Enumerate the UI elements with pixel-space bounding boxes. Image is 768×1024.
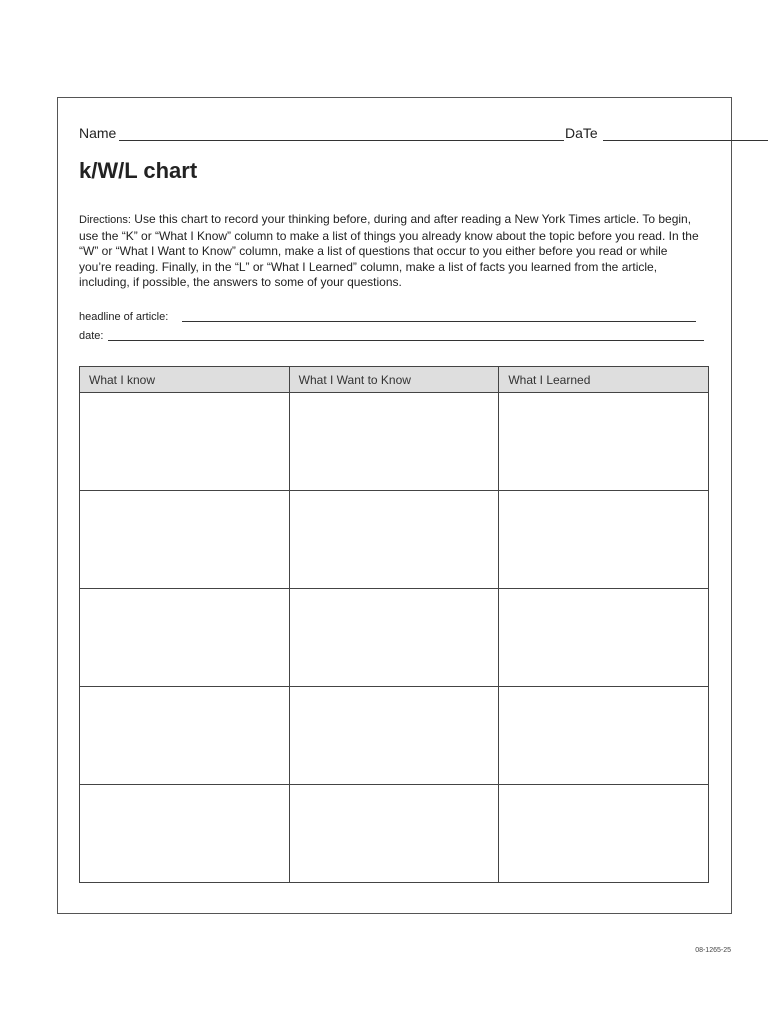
date-line[interactable] xyxy=(603,140,768,141)
name-date-row xyxy=(79,124,768,142)
table-cell[interactable] xyxy=(289,393,499,491)
table-cell[interactable] xyxy=(80,785,290,883)
table-cell[interactable] xyxy=(289,491,499,589)
table-cell[interactable] xyxy=(499,589,709,687)
name-label: Name xyxy=(79,125,117,141)
table-cell[interactable] xyxy=(289,687,499,785)
kwl-table xyxy=(79,366,709,883)
headline-line[interactable] xyxy=(182,321,696,322)
table-cell[interactable] xyxy=(80,491,290,589)
headline-field xyxy=(79,310,696,326)
table-cell[interactable] xyxy=(499,687,709,785)
name-line[interactable] xyxy=(119,140,564,141)
table-cell[interactable] xyxy=(499,491,709,589)
table-cell[interactable] xyxy=(289,589,499,687)
column-header-know: What I know xyxy=(80,367,290,393)
table-cell[interactable] xyxy=(80,687,290,785)
page-title: k/W/L chart xyxy=(79,158,198,183)
table-row xyxy=(80,785,709,883)
table-cell[interactable] xyxy=(80,589,290,687)
table-row xyxy=(80,589,709,687)
headline-label: headline of article: xyxy=(79,311,169,323)
table-cell[interactable] xyxy=(499,785,709,883)
table-header-row xyxy=(80,367,709,393)
article-date-line[interactable] xyxy=(108,340,704,341)
table-cell[interactable] xyxy=(80,393,290,491)
table-cell[interactable] xyxy=(499,393,709,491)
date-label: DaTe xyxy=(565,125,598,141)
article-date-field xyxy=(79,329,704,345)
table-row xyxy=(80,393,709,491)
column-header-want-to-know: What I Want to Know xyxy=(289,367,499,393)
table-row xyxy=(80,491,709,589)
article-date-label: date: xyxy=(79,330,104,342)
directions-paragraph xyxy=(79,212,701,291)
directions-label: Directions: xyxy=(79,214,131,226)
footer-code: 08-1265-25 xyxy=(695,947,731,954)
directions-text: Use this chart to record your thinking before, during and after reading a New York Times article. To begin, use the “K” or “What I Know” column to make a list of things you already know about the topic before you read. In the “W” or “What I Want to Know” column, make a list of questions that occur to you either before you read or while you’re reading. Finally, in the “L” or “What I Learned” column, make a list of facts you learned from the article, including, if possible, the answers to some of your questions. xyxy=(79,212,699,290)
table-row xyxy=(80,687,709,785)
table-cell[interactable] xyxy=(289,785,499,883)
column-header-learned: What I Learned xyxy=(499,367,709,393)
